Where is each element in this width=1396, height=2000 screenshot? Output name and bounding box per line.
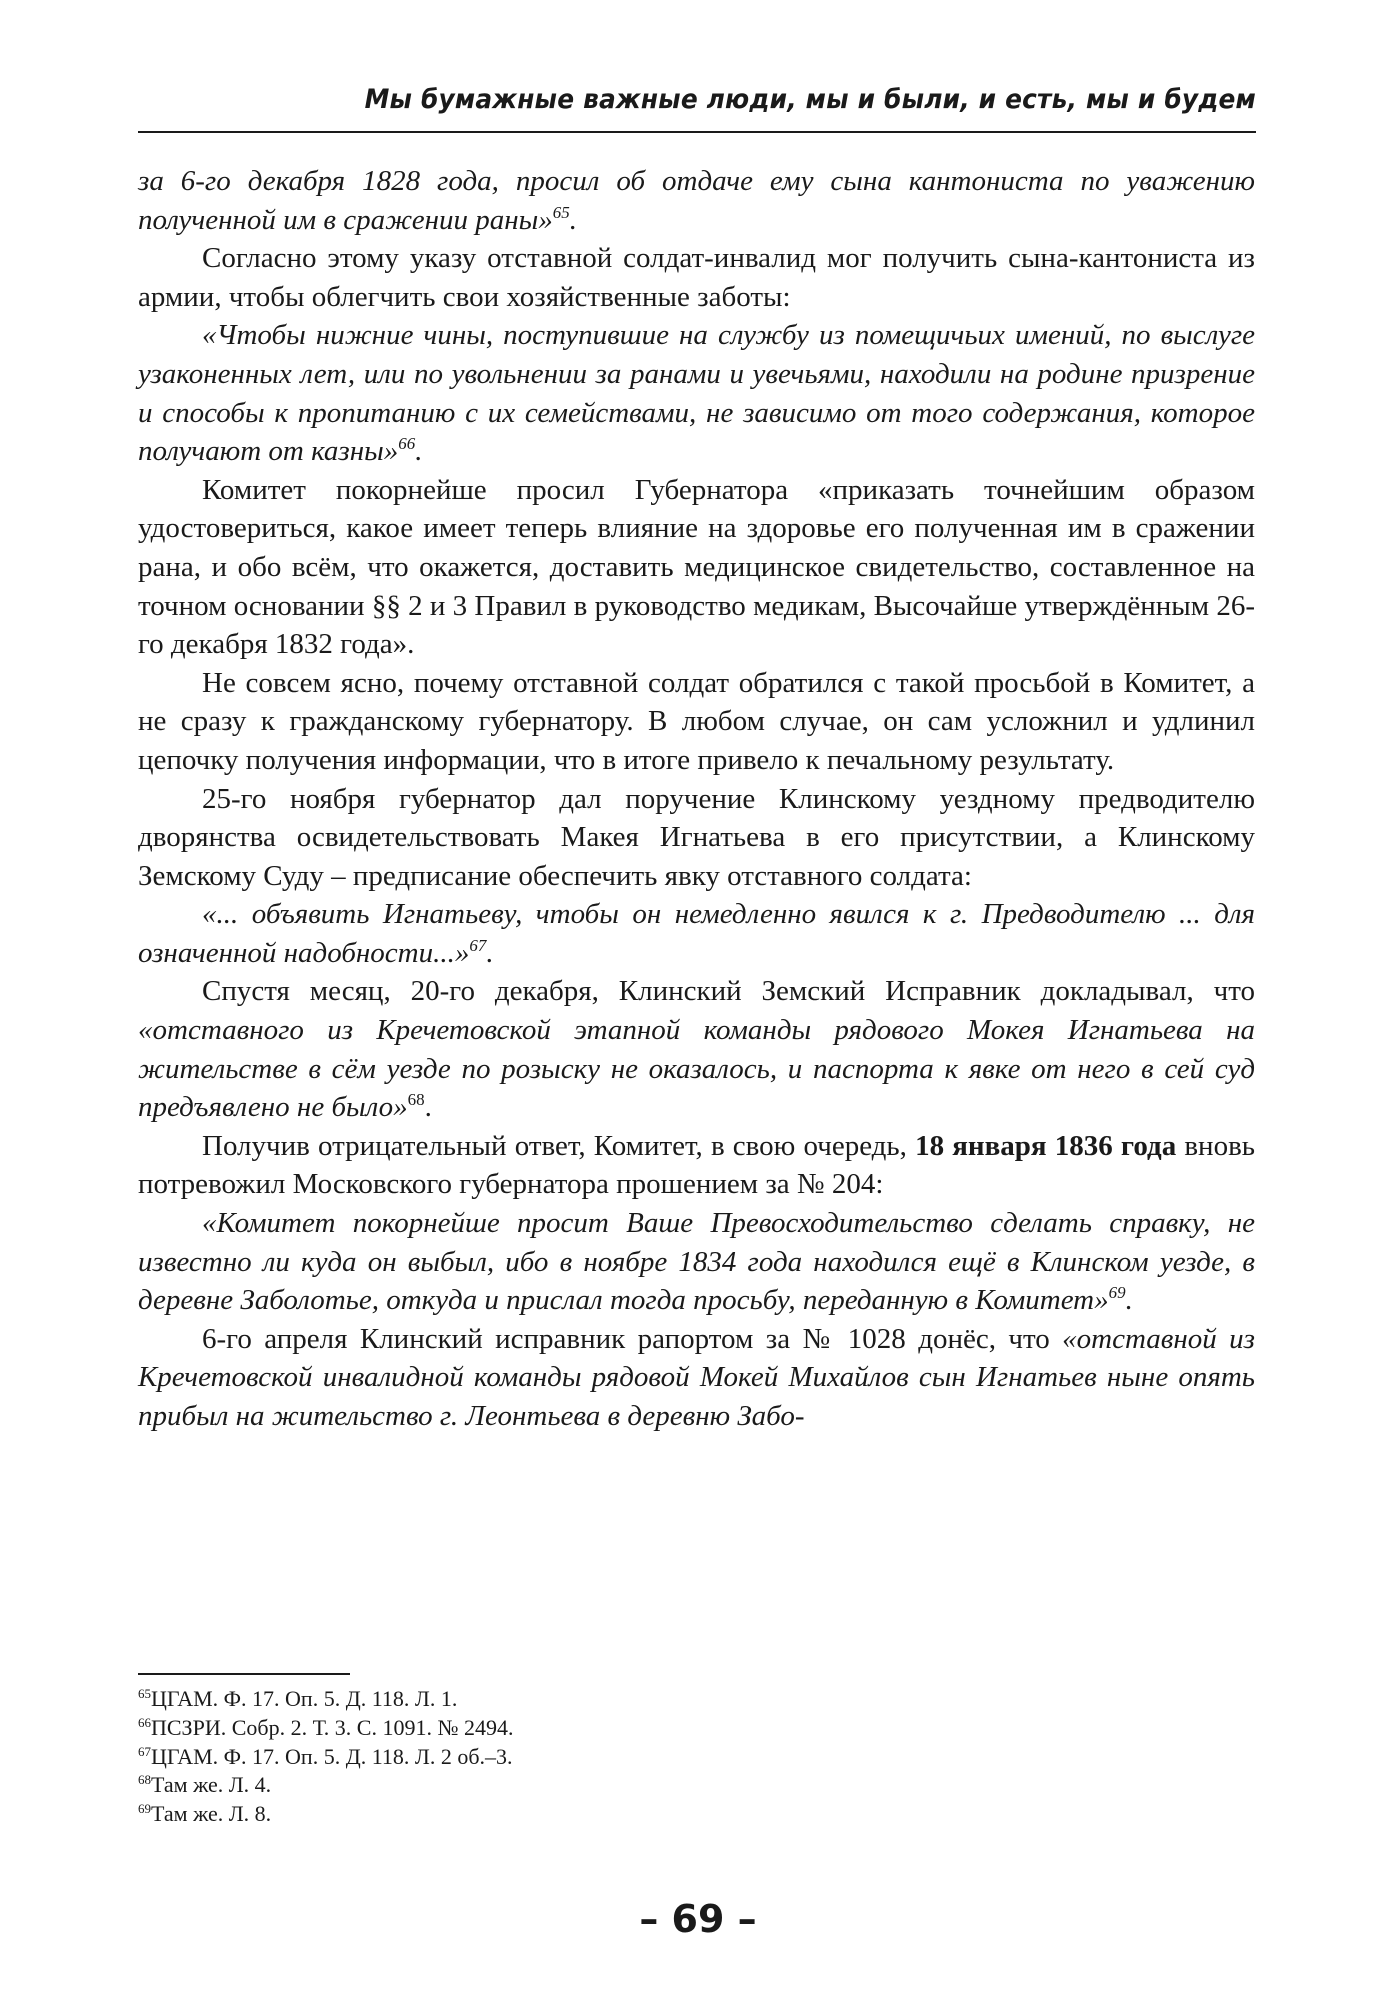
quote-1-text: «Чтобы нижние чины, поступившие на службу из помещичьих имений, по выслуге узаконенных лет, или по увольнении за ранами и увечьями, находили на родине призрение и способы к пропитанию с их семействами, не зависимо от того содержания, которое получают от казны»: [138, 319, 1255, 468]
paragraph-6-quote: «отставного из Кречетовской этапной команды рядового Мокея Игнатьева на жительстве в сём уезде по розыску не оказалось, и паспорта к явке от него в сей суд предъявлено не было»: [138, 1014, 1255, 1124]
footnote-67: [138, 1743, 513, 1772]
footnote-ref-66: 66: [398, 434, 416, 454]
paragraph-8-quote: «отставной из Кречетовской инвалидной команды рядовой Мокей Михайлов сын Игнатьев ныне опять прибыл на жительство г. Леонтьева в деревню Забо-: [138, 1322, 1255, 1432]
quote-3: [138, 1204, 1255, 1320]
footnote-text: ЦГАМ. Ф. 17. Оп. 5. Д. 118. Л. 2 об.–3.: [151, 1743, 513, 1769]
footnote-text: ПСЗРИ. Собр. 2. Т. 3. С. 1091. № 2494.: [151, 1714, 514, 1740]
quote-1: [138, 316, 1255, 470]
paragraph-6: [138, 972, 1255, 1126]
paragraph-8-text: 6-го апреля Клинский исправник рапортом за № 1028 донёс, что: [202, 1322, 1063, 1355]
paragraph-7-date: 18 января 1836 года: [915, 1129, 1177, 1162]
paragraph-4: Не совсем ясно, почему отставной солдат обратился с такой просьбой в Комитет, а не сразу к гражданскому губернатору. В любом случае, он сам усложнил и удлинил цепочку получения информации, что в итоге привело к печальному результату.: [138, 666, 1255, 776]
page-number: – 69 –: [639, 1897, 757, 1941]
footnote-number: 69: [138, 1801, 151, 1817]
footnote-ref-67: 67: [469, 935, 487, 955]
paragraph-8: [138, 1320, 1255, 1436]
quote-2: [138, 895, 1255, 972]
footnote-66: [138, 1714, 513, 1743]
paragraph-6-end: .: [424, 1091, 432, 1124]
quote-3-text: «Комитет покорнейше просит Ваше Превосходительство сделать справку, не известно ли куда он выбыл, ибо в ноябре 1834 года находился ещё в Клинском уезде, в деревне Заболотье, откуда и прислал тогда просьбу, переданную в Комитет»: [138, 1207, 1255, 1317]
paragraph-6-text: Спустя месяц, 20-го декабря, Клинский Земский Исправник докладывал, что: [202, 975, 1255, 1008]
footnote-number: 66: [138, 1714, 151, 1730]
footnote-ref-68: 68: [407, 1090, 425, 1110]
quote-1-end: .: [415, 435, 423, 468]
footnote-text: ЦГАМ. Ф. 17. Оп. 5. Д. 118. Л. 1.: [151, 1686, 458, 1711]
footnote-65: [138, 1685, 513, 1714]
body-text: [138, 162, 1255, 1436]
paragraph-5: 25-го ноября губернатор дал поручение Клинскому уездному предводителю дворянства освидетельствовать Макея Игнатьева в его присутствии, а Клинскому Земскому Суду – предписание обеспечить явку отставного солдата:: [138, 782, 1255, 892]
footnote-69: [138, 1800, 513, 1829]
footnote-text: Там же. Л. 4.: [151, 1772, 272, 1798]
footnote-number: 68: [138, 1772, 151, 1788]
paragraph-2: Согласно этому указу отставной солдат-инвалид мог получить сына-кантониста из армии, чтобы облегчить свои хозяйственные заботы:: [138, 242, 1255, 313]
footnote-text: Там же. Л. 8.: [151, 1801, 272, 1827]
footnote-68: [138, 1771, 513, 1800]
footnote-number: 67: [138, 1743, 151, 1759]
paragraph-7: [138, 1127, 1255, 1204]
quote-2-text: «... объявить Игнатьеву, чтобы он немедленно явился к г. Предводителю ... для означенной надобности...»: [138, 898, 1255, 969]
footnote-number: 65: [138, 1686, 151, 1701]
paragraph-3: Комитет покорнейше просил Губернатора «приказать точнейшим образом удостовериться, какое имеет теперь влияние на здоровье его полученная им в сражении рана, и обо всём, что окажется, доставить медицинское свидетельство, составленное на точном основании §§ 2 и 3 Правил в руководство медикам, Высочайше утверждённым 26-го декабря 1832 года».: [138, 473, 1255, 661]
footnote-ref-69: 69: [1108, 1283, 1126, 1303]
paragraph-1-end: .: [569, 203, 577, 236]
footnote-rule: [138, 1673, 350, 1675]
footnote-ref-65: 65: [552, 202, 570, 222]
running-head: Мы бумажные важные люди, мы и были, и есть, мы и будем: [364, 84, 1256, 115]
quote-2-end: .: [486, 936, 494, 969]
paragraph-7-text: Получив отрицательный ответ, Комитет, в свою очередь,: [202, 1129, 916, 1162]
footnotes: [138, 1685, 513, 1829]
paragraph-7-rest: вновь потревожил Московского губернатора прошением за № 204:: [138, 1129, 1255, 1201]
paragraph-1-text: за 6-го декабря 1828 года, просил об отдаче ему сына кантониста по уважению полученной им в сражении раны»: [138, 165, 1255, 236]
header-rule: [138, 131, 1256, 133]
paragraph-1: [138, 162, 1255, 239]
quote-3-end: .: [1125, 1284, 1133, 1317]
